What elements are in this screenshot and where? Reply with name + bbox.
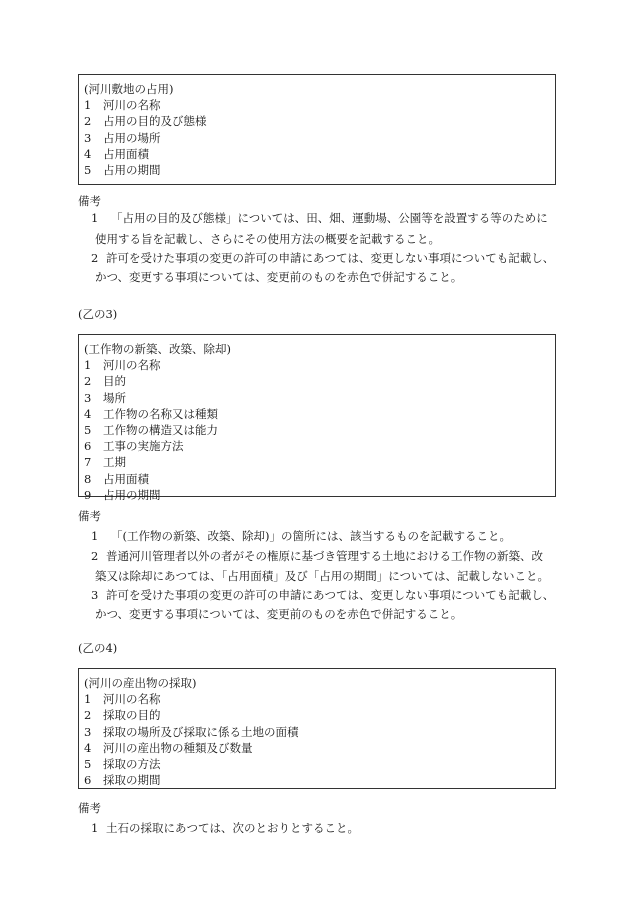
list-item: 3 占用の場所 — [84, 130, 161, 145]
section3-label: (乙の4) — [78, 641, 118, 655]
remark-number: 2 — [91, 251, 99, 265]
list-item: 7 工期 — [84, 455, 126, 470]
list-item: 6 採取の期間 — [84, 773, 161, 788]
list-item: 2 目的 — [84, 374, 126, 389]
list-item: 1 河川の名称 — [84, 358, 161, 373]
list-item: 2 占用の目的及び態様 — [84, 114, 207, 129]
remark-line: 許可を受けた事項の変更の許可の申請にあつては、変更しない事項についても記載し、 — [106, 588, 555, 602]
remark-number: 1 — [91, 821, 99, 835]
section2-label: (乙の3) — [78, 307, 118, 321]
remark-line: 「(工作物の新築、改築、除却)」の箇所には、該当するものを記載すること。 — [111, 529, 511, 543]
remark-line: 許可を受けた事項の変更の許可の申請にあつては、変更しない事項についても記載し、 — [106, 251, 555, 265]
list-item: 4 工作物の名称又は種類 — [84, 406, 218, 421]
remark-number: 2 — [91, 549, 99, 563]
list-item: 6 工事の実施方法 — [84, 439, 184, 454]
section3-box — [78, 668, 556, 789]
section3-remarks-heading: 備考 — [78, 801, 101, 815]
remark-line: かつ、変更する事項については、変更前のものを赤色で併記すること。 — [95, 270, 463, 284]
section2-box — [78, 334, 556, 502]
section2-box-title: (工作物の新築、改築、除却) — [84, 342, 231, 356]
remark-number: 1 — [91, 211, 99, 225]
list-item: 5 採取の方法 — [84, 757, 161, 772]
section3-box-title: (河川の産出物の採取) — [84, 676, 197, 690]
list-item: 5 占用の期間 — [84, 163, 161, 178]
remark-line: 築又は除却にあつては、「占用面積」及び「占用の期間」については、記載しないこと。 — [95, 569, 550, 583]
section1-box — [78, 74, 556, 185]
list-item: 4 占用面積 — [84, 146, 149, 161]
remark-line: 土石の採取にあつては、次のとおりとすること。 — [106, 821, 359, 835]
list-item: 3 採取の場所及び採取に係る土地の面積 — [84, 724, 299, 739]
list-item: 4 河川の産出物の種類及び数量 — [84, 740, 253, 755]
section1-box-title: (河川敷地の占用) — [84, 82, 174, 96]
list-item: 5 工作物の構造又は能力 — [84, 423, 218, 438]
list-item: 8 占用面積 — [84, 471, 149, 486]
remark-line: 「占用の目的及び態様」については、田、畑、運動場、公園等を設置する等のために — [111, 211, 548, 225]
remark-line: かつ、変更する事項については、変更前のものを赤色で併記すること。 — [95, 607, 463, 621]
list-item: 9 占用の期間 — [84, 487, 161, 502]
list-item: 3 場所 — [84, 390, 126, 405]
list-item: 2 採取の目的 — [84, 708, 161, 723]
remark-line: 使用する旨を記載し、さらにその使用方法の概要を記載すること。 — [95, 232, 440, 246]
section2-remarks-heading: 備考 — [78, 509, 101, 523]
remark-line: 普通河川管理者以外の者がその権原に基づき管理する土地における工作物の新築、改 — [106, 549, 543, 563]
remark-number: 1 — [91, 529, 99, 543]
remark-number: 3 — [91, 588, 99, 602]
list-item: 1 河川の名称 — [84, 692, 161, 707]
section1-remarks-heading: 備考 — [78, 194, 101, 208]
list-item: 1 河川の名称 — [84, 98, 161, 113]
